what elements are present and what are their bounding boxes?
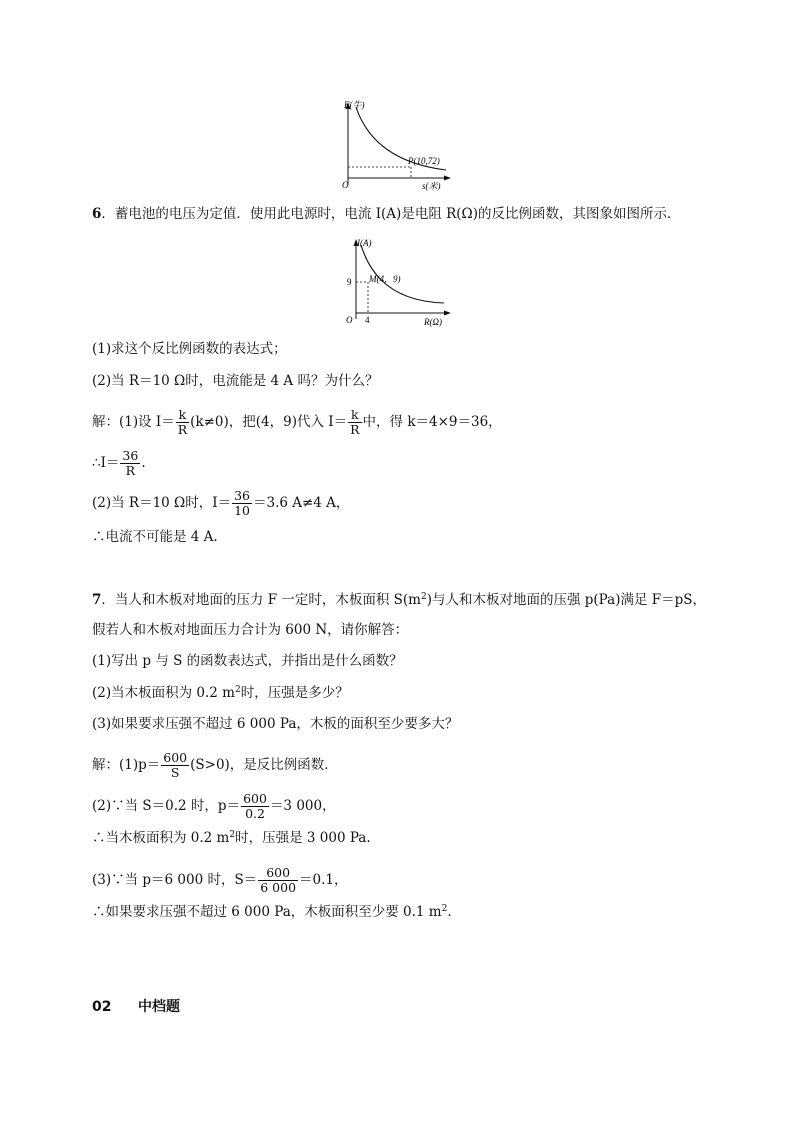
graph-current-resistance <box>340 233 455 329</box>
q7-sol1-a: 解：(1)p＝ <box>92 757 161 773</box>
section-number: 02 <box>92 999 112 1015</box>
q7-sol3-a: ∴当木板面积为 0.2 m <box>92 830 230 846</box>
fraction-denominator: R <box>350 422 360 437</box>
x-axis-label: s(米) <box>422 181 441 191</box>
fraction-numerator: 600 <box>163 750 188 765</box>
q7-solution-3 <box>92 828 371 848</box>
q7-solution-5 <box>92 902 452 922</box>
superscript: 2 <box>234 685 241 695</box>
fraction-numerator: 36 <box>122 448 139 463</box>
fraction-numerator: k <box>176 408 189 423</box>
x-axis-arrow <box>444 176 451 181</box>
fraction-denominator: 0.2 <box>245 806 265 821</box>
q6-sol1-c: 中，得 k＝4×9＝36， <box>362 414 502 430</box>
q6-stem <box>92 204 681 224</box>
q7-solution-4 <box>92 866 348 895</box>
q6-sol2-a: ∴I＝ <box>92 455 120 471</box>
fraction <box>120 449 140 478</box>
fraction <box>258 866 298 895</box>
fraction-denominator: S <box>170 765 180 780</box>
q7-sol1-b: (S>0)，是反比例函数． <box>190 757 338 773</box>
q6-sol1-a: 解：(1)设 I＝ <box>92 414 175 430</box>
fraction <box>348 408 361 437</box>
q7-sub3: (3)如果要求压强不超过 6 000 Pa，木板的面积至少要多大？ <box>92 716 459 732</box>
q6-sol3-a: (2)当 R＝10 Ω时，I＝ <box>92 495 232 511</box>
fraction <box>232 489 252 518</box>
q7-sub1: (1)写出 p 与 S 的函数表达式，并指出是什么函数？ <box>92 653 403 669</box>
q7-sol4-b: ＝0.1， <box>299 872 348 888</box>
q7-sub2-a: (2)当木板面积为 0.2 m <box>92 685 235 701</box>
point-label: P(10,72) <box>408 156 440 166</box>
q7-number: 7 <box>92 592 102 608</box>
q7-sub2-b: 时，压强是多少？ <box>240 685 349 701</box>
superscript: 2 <box>229 830 236 840</box>
q6-sol1-b: (k≠0)，把(4，9)代入 I＝ <box>190 414 348 430</box>
y-axis-label: F(牛) <box>344 100 365 110</box>
q7-sol2-a: (2)∵当 S＝0.2 时，p＝ <box>92 798 241 814</box>
q7-sol5-b: . <box>447 904 452 920</box>
q6-sub1: (1)求这个反比例函数的表达式； <box>92 341 287 357</box>
fraction <box>241 792 269 821</box>
q6-sol2-b: . <box>141 455 146 471</box>
q7-sol4-a: (3)∵当 p＝6 000 时，S＝ <box>92 872 258 888</box>
q7-solution-2 <box>92 792 336 821</box>
superscript: 2 <box>441 904 448 914</box>
q7-stem-2: 假若人和木板对地面压力合计为 600 N，请你解答： <box>92 622 409 638</box>
superscript: 2 <box>420 592 427 602</box>
origin-label: O <box>346 315 353 325</box>
x-axis-arrow <box>444 311 451 316</box>
fraction-numerator: k <box>348 408 361 423</box>
fraction <box>176 408 189 437</box>
q6-sub2: (2)当 R＝10 Ω时，电流能是 4 A 吗？为什么？ <box>92 373 379 389</box>
q6-solution-4: ∴电流不可能是 4 A. <box>92 529 218 545</box>
section-title: 中档题 <box>138 999 180 1015</box>
q6-solution-2 <box>92 449 146 478</box>
point-label: M(4，9) <box>369 274 401 284</box>
fraction <box>161 751 189 780</box>
q7-stem1-b: )与人和木板对地面的压强 p(Pa)满足 F＝pS， <box>426 592 707 608</box>
fraction-denominator: 6 000 <box>260 880 297 895</box>
origin-label: O <box>342 180 349 190</box>
fraction-numerator: 600 <box>243 791 267 806</box>
q6-stem-text: ．蓄电池的电压为定值．使用此电源时，电流 I(A)是电阻 R(Ω)的反比例函数，其图象如图所示． <box>101 206 681 222</box>
q7-stem-1 <box>92 590 706 610</box>
graph-force-distance <box>330 95 455 195</box>
q6-sol3-b: ＝3.6 A≠4 A， <box>252 495 350 511</box>
fraction-denominator: R <box>177 422 188 437</box>
fraction-numerator: 600 <box>258 866 298 881</box>
q6-solution-1 <box>92 408 502 437</box>
q6-number: 6 <box>92 206 102 222</box>
q7-sub2 <box>92 683 349 703</box>
q6-solution-3 <box>92 489 349 518</box>
q7-solution-1 <box>92 751 338 780</box>
fraction-denominator: R <box>125 463 136 478</box>
q7-sol5-a: ∴如果要求压强不超过 6 000 Pa，木板面积至少要 0.1 m <box>92 904 442 920</box>
fraction-numerator: 36 <box>234 488 250 503</box>
fraction-denominator: 10 <box>234 503 250 518</box>
y-axis-label: I(A) <box>357 238 372 248</box>
section-heading <box>92 996 180 1016</box>
q7-sol3-b: 时，压强是 3 000 Pa. <box>235 830 371 846</box>
q7-sol2-b: ＝3 000， <box>269 798 336 814</box>
y-tick-label: 9 <box>347 277 352 287</box>
x-axis-label: R(Ω) <box>424 317 442 327</box>
x-tick-label: 4 <box>365 315 370 325</box>
q7-stem1-a: ．当人和木板对地面的压力 F 一定时，木板面积 S(m <box>101 592 421 608</box>
